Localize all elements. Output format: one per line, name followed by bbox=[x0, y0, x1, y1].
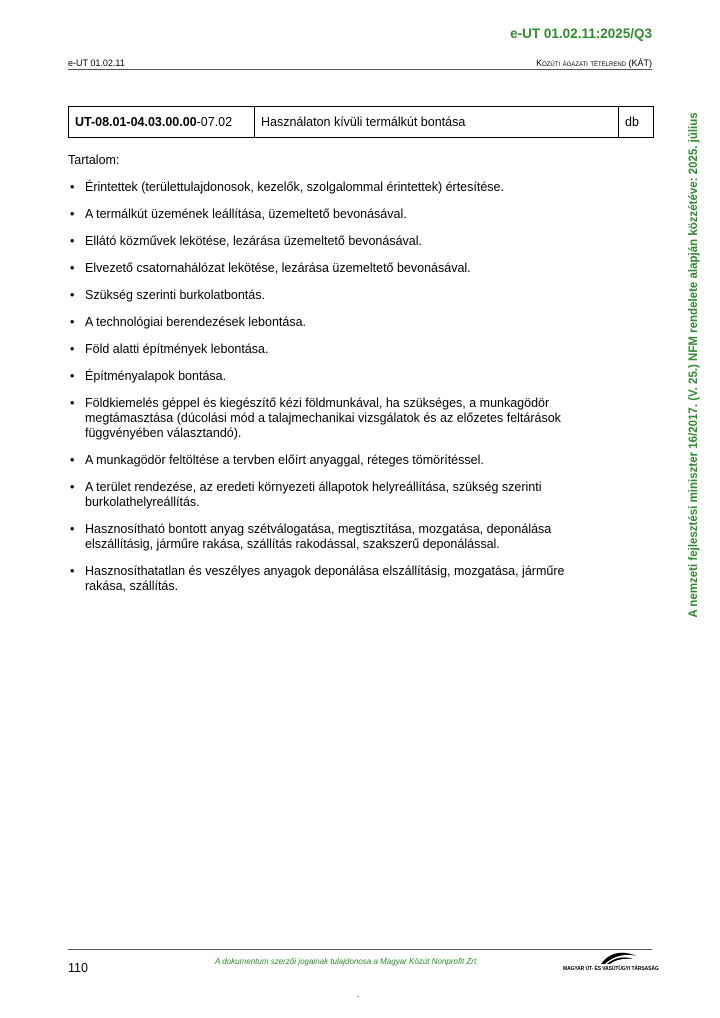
bullet-icon: • bbox=[70, 453, 75, 467]
list-item-text: Hasznosítható bontott anyag szétválogatása, megtisztítása, mozgatása, deponálása elszállításig, járműre rakása, szállítás rakodással, szakszerű deponálással. bbox=[85, 522, 552, 551]
list-item bbox=[68, 234, 608, 249]
item-code bbox=[69, 107, 255, 138]
list-item-text: Hasznosíthatatlan és veszélyes anyagok deponálása elszállításig, mozgatása, járműre rakása, szállítás. bbox=[85, 564, 565, 593]
list-item-text: A termálkút üzemének leállítása, üzemeltető bevonásával. bbox=[85, 207, 407, 221]
list-item bbox=[68, 522, 608, 552]
bullet-icon: • bbox=[70, 261, 75, 275]
bullet-icon: • bbox=[70, 564, 75, 578]
document-id: e-UT 01.02.11:2025/Q3 bbox=[510, 26, 652, 41]
item-table bbox=[68, 106, 654, 138]
list-item-text: Föld alatti építmények lebontása. bbox=[85, 342, 269, 356]
item-row bbox=[69, 107, 654, 138]
list-item bbox=[68, 342, 608, 357]
list-item-text: A terület rendezése, az eredeti környezeti állapotok helyreállítása, szükség szerinti burkolathelyreállítás. bbox=[85, 480, 542, 509]
bullet-icon: • bbox=[70, 480, 75, 494]
bullet-icon: • bbox=[70, 207, 75, 221]
list-item-text: Építményalapok bontása. bbox=[85, 369, 227, 383]
list-item bbox=[68, 480, 608, 510]
list-item bbox=[68, 207, 608, 222]
bullet-icon: • bbox=[70, 342, 75, 356]
list-item-text: Szükség szerinti burkolatbontás. bbox=[85, 288, 265, 302]
list-item bbox=[68, 564, 608, 594]
bullet-icon: • bbox=[70, 396, 75, 410]
bullet-icon: • bbox=[70, 315, 75, 329]
list-item-text: Ellátó közművek lekötése, lezárása üzemeltető bevonásával. bbox=[85, 234, 422, 248]
logo-swoosh-icon bbox=[563, 950, 655, 966]
header-divider bbox=[68, 69, 652, 70]
page-mark bbox=[357, 996, 359, 997]
list-item-text: A munkagödör feltöltése a tervben előírt anyaggal, réteges tömörítéssel. bbox=[85, 453, 484, 467]
bullet-icon: • bbox=[70, 180, 75, 194]
item-code-main: UT-08.01-04.03.00.00 bbox=[75, 115, 197, 129]
header-left-text: e-UT 01.02.11 bbox=[68, 58, 125, 68]
bullet-icon: • bbox=[70, 288, 75, 302]
item-title: Használaton kívüli termálkút bontása bbox=[255, 107, 619, 138]
list-item-text: Érintettek (területtulajdonosok, kezelők, szolgalommal érintettek) értesítése. bbox=[85, 180, 504, 194]
logo-text: MAGYAR ÚT- ÉS VASÚTÜGYI TÁRSASÁG bbox=[563, 966, 659, 972]
publication-side-note: A nemzeti fejlesztési miniszter 16/2017. (V. 25.) NFM rendelete alapján közzétéve: 2025. július bbox=[688, 112, 700, 618]
bullet-icon: • bbox=[70, 369, 75, 383]
list-item bbox=[68, 288, 608, 303]
copyright-notice: A dokumentum szerzői jogainak tulajdonosa a Magyar Közút Nonprofit Zrt. bbox=[215, 957, 479, 966]
list-item-text: A technológiai berendezések lebontása. bbox=[85, 315, 306, 329]
content-bullet-list bbox=[68, 180, 608, 606]
item-code-suffix: -07.02 bbox=[196, 115, 233, 129]
list-item bbox=[68, 315, 608, 330]
bullet-icon: • bbox=[70, 522, 75, 536]
list-item bbox=[68, 396, 608, 441]
list-item bbox=[68, 453, 608, 468]
list-item bbox=[68, 369, 608, 384]
bullet-icon: • bbox=[70, 234, 75, 248]
list-item-text: Elvezető csatornahálózat lekötése, lezárása üzemeltető bevonásával. bbox=[85, 261, 471, 275]
list-item-text: Földkiemelés géppel és kiegészítő kézi földmunkával, ha szükséges, a munkagödör megtámasztása (dúcolási mód a talajmechanikai vizsgálatok és az előzetes feltárások függvényében választandó). bbox=[85, 396, 561, 440]
content-title: Tartalom: bbox=[68, 153, 120, 167]
list-item bbox=[68, 261, 608, 276]
page-number: 110 bbox=[68, 961, 88, 975]
company-logo bbox=[563, 950, 659, 972]
item-unit: db bbox=[619, 107, 654, 138]
header-right-text: Közúti ágazati tételrend (KÁT) bbox=[536, 58, 652, 68]
list-item bbox=[68, 180, 608, 195]
